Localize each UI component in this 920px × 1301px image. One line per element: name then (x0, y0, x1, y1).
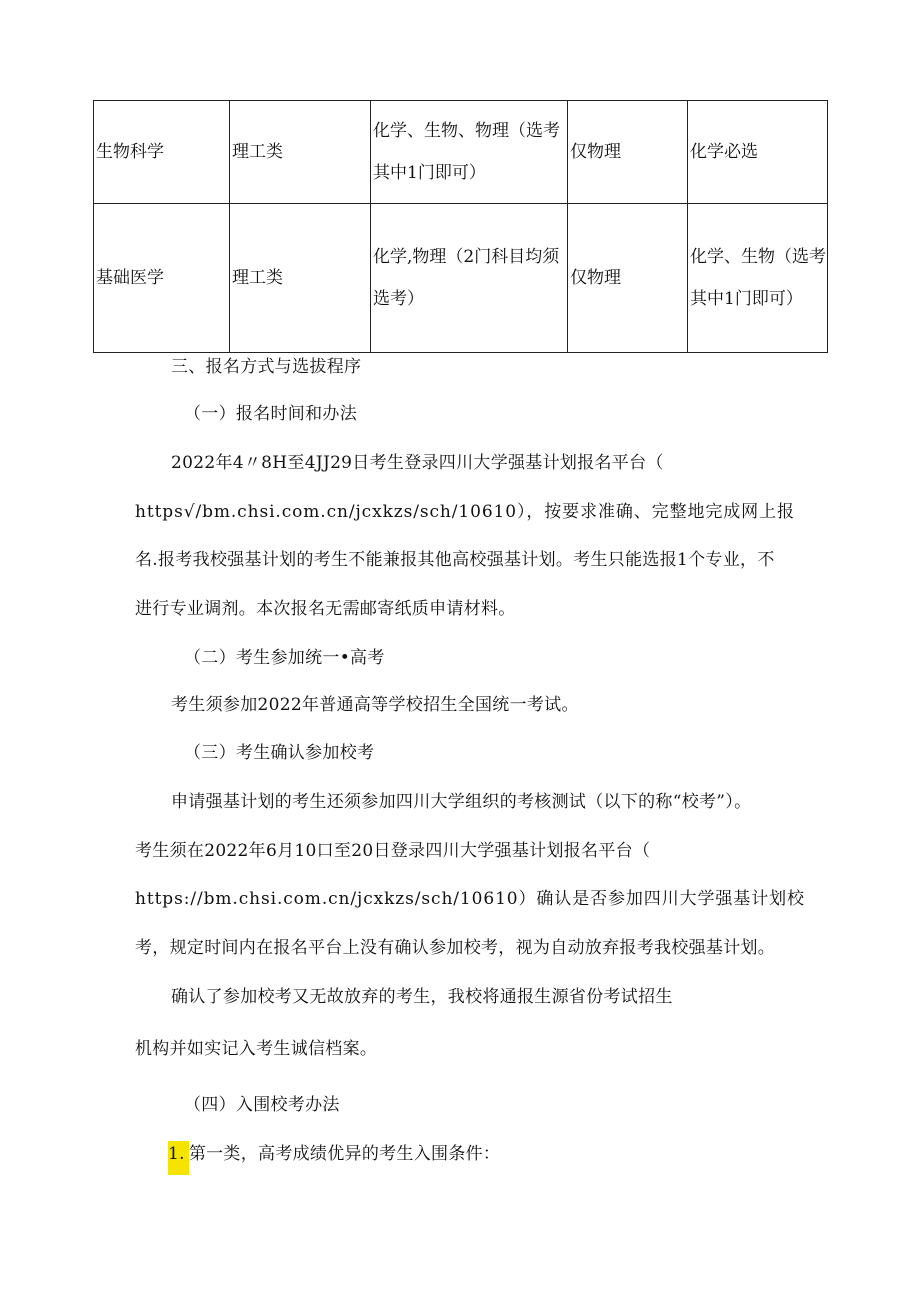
paragraph-line: 考生须在2022年6月10口至20日登录四川大学强基计划报名平台（ (135, 841, 651, 861)
subject-requirements-table (93, 100, 828, 353)
paragraph-line: https√/bm.chsi.com.cn/jcxkzs/sch/10610），按要求准确、完整地完成网上报 (135, 502, 795, 522)
paragraph-line: https://bm.chsi.com.cn/jcxkzs/sch/10610）确认是否参加四川大学强基计划校 (135, 889, 805, 909)
paragraph-line: 确认了参加校考又无故放弃的考生，我校将通报生源省份考试招生 (171, 987, 673, 1007)
highlighted-item-number: 1. (168, 1141, 189, 1175)
paragraph-line: 申请强基计划的考生还须参加四川大学组织的考核测试（以下的称“校考”）。 (171, 792, 752, 812)
subsection-heading-3: （三）考生确认参加校考 (184, 743, 375, 763)
table-cell: 仅物理 (568, 204, 688, 353)
table-cell: 化学,物理（2门科目均须选考） (371, 204, 568, 353)
list-item (168, 1141, 500, 1175)
table-cell: 理工类 (230, 101, 371, 204)
paragraph-line: 名.报考我校强基计划的考生不能兼报其他高校强基计划。考生只能选报1个专业，不 (135, 550, 775, 570)
table-row (94, 101, 828, 204)
table-cell: 化学、生物、物理（选考其中1门即可） (371, 101, 568, 204)
table-row (94, 204, 828, 353)
table-cell: 生物科学 (94, 101, 230, 204)
subsection-heading-2: （二）考生参加统一•高考 (184, 648, 385, 668)
table-cell: 仅物理 (568, 101, 688, 204)
paragraph-line: 考，规定时间内在报名平台上没有确认参加校考，视为自动放弃报考我校强基计划。 (135, 938, 776, 958)
table-cell: 化学必选 (688, 101, 828, 204)
table-cell: 理工类 (230, 204, 371, 353)
subsection-heading-4: （四）入围校考办法 (184, 1095, 340, 1115)
list-item-text: 第一类，高考成绩优异的考生入围条件： (188, 1144, 501, 1164)
paragraph-line: 机构并如实记入考生诚信档案。 (135, 1039, 378, 1059)
paragraph-line: 2022年4〃8H至4JJ29日考生登录四川大学强基计划报名平台（ (171, 453, 664, 473)
paragraph-line: 进行专业调剂。本次报名无需邮寄纸质申请材料。 (135, 599, 516, 619)
section-heading: 三、报名方式与选拔程序 (171, 357, 362, 377)
subsection-heading-1: （一）报名时间和办法 (184, 404, 357, 424)
paragraph-line: 考生须参加2022年普通高等学校招生全国统一考试。 (171, 695, 579, 715)
table-cell: 化学、生物（选考其中1门即可） (688, 204, 828, 353)
table-cell: 基础医学 (94, 204, 230, 353)
